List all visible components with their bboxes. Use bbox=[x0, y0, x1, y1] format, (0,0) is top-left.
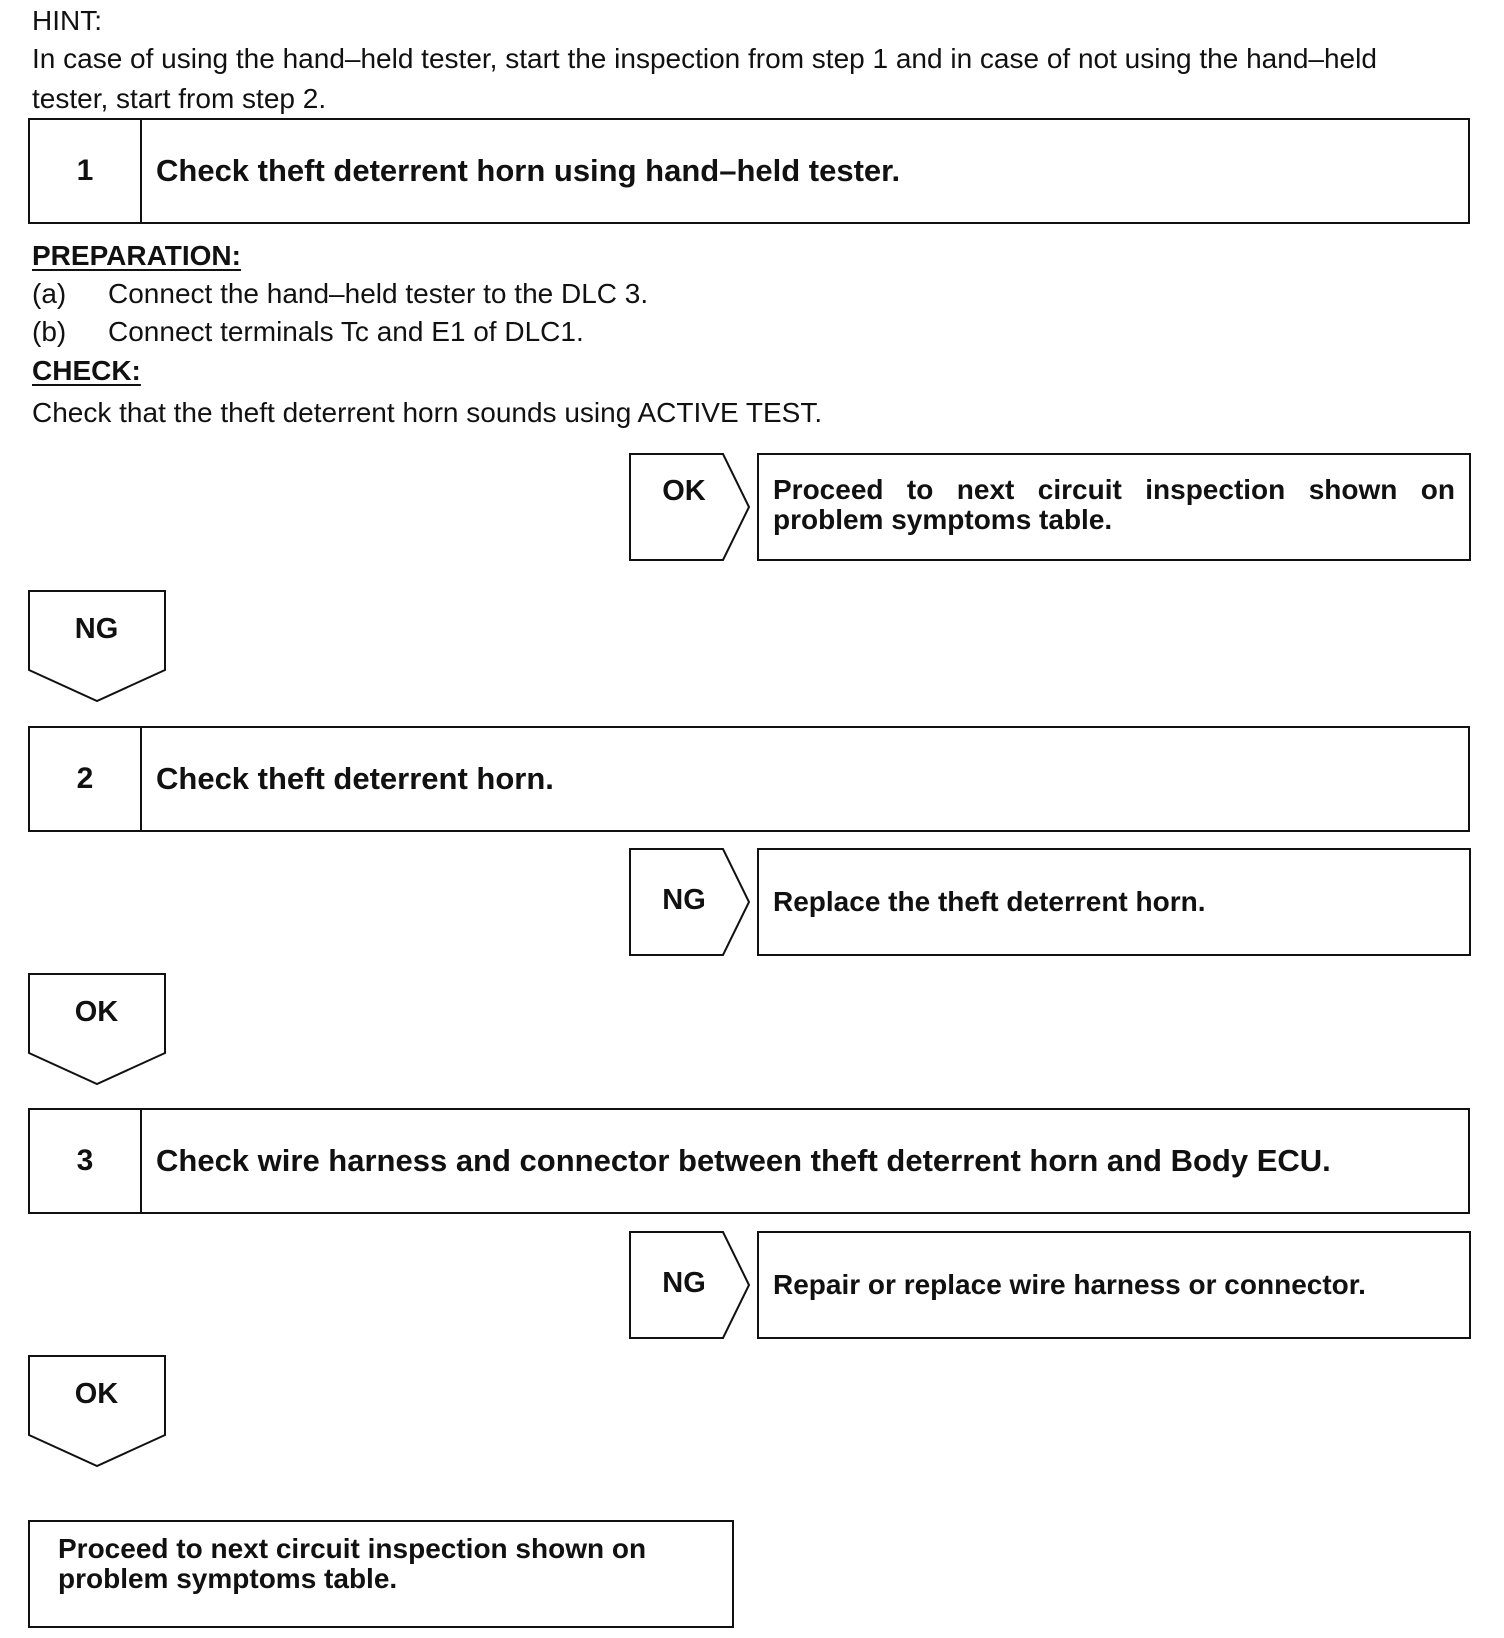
hint-text-line-1: In case of using the hand–held tester, start the inspection from step 1 and in case of not using the hand–held bbox=[32, 43, 1377, 74]
prep-item-b-marker: (b) bbox=[32, 316, 67, 347]
step-1-number: 1 bbox=[30, 120, 142, 222]
step-2-ng-result: Replace the theft deterrent horn. bbox=[757, 848, 1471, 956]
step-1-ng-flag bbox=[28, 590, 168, 704]
step-3-title: Check wire harness and connector between theft deterrent horn and Body ECU. bbox=[156, 1143, 1331, 1178]
step-3-box bbox=[28, 1108, 1470, 1214]
step-3-ok-flag bbox=[28, 1355, 168, 1469]
final-result: Proceed to next circuit inspection shown on problem symptoms table. bbox=[28, 1520, 734, 1628]
step-2-ok-label: OK bbox=[74, 995, 119, 1028]
step-1-ok-flag bbox=[629, 453, 759, 561]
check-text: Check that the theft deterrent horn sounds using ACTIVE TEST. bbox=[32, 397, 823, 428]
step-1-ok-result: Proceed to next circuit inspection shown on problem symptoms table. bbox=[757, 453, 1471, 561]
step-2-ng-flag bbox=[629, 848, 759, 956]
step-1-box bbox=[28, 118, 1470, 224]
step-1-title: Check theft deterrent horn using hand–held tester. bbox=[156, 153, 901, 188]
step-3-ng-label: NG bbox=[662, 1266, 706, 1299]
hint-text-line-2: tester, start from step 2. bbox=[32, 83, 327, 114]
prep-item-a-text: Connect the hand–held tester to the DLC 3. bbox=[108, 278, 649, 309]
step-3-ng-result: Repair or replace wire harness or connector. bbox=[757, 1231, 1471, 1339]
step-2-ok-flag bbox=[28, 973, 168, 1087]
preparation-heading: PREPARATION: bbox=[32, 240, 241, 271]
step-1-ok-label: OK bbox=[662, 474, 706, 507]
step-2-box bbox=[28, 726, 1470, 832]
prep-item-b-text: Connect terminals Tc and E1 of DLC1. bbox=[108, 316, 584, 347]
step-1-ng-label: NG bbox=[74, 612, 119, 645]
step-3-ng-flag bbox=[629, 1231, 759, 1339]
step-3-ok-label: OK bbox=[74, 1377, 119, 1410]
step-2-number: 2 bbox=[30, 728, 142, 830]
step-2-title: Check theft deterrent horn. bbox=[156, 761, 554, 796]
prep-item-a-marker: (a) bbox=[32, 278, 67, 309]
hint-heading: HINT: bbox=[32, 5, 102, 36]
check-heading: CHECK: bbox=[32, 355, 141, 386]
step-3-number: 3 bbox=[30, 1110, 142, 1212]
step-2-ng-label: NG bbox=[662, 883, 706, 916]
